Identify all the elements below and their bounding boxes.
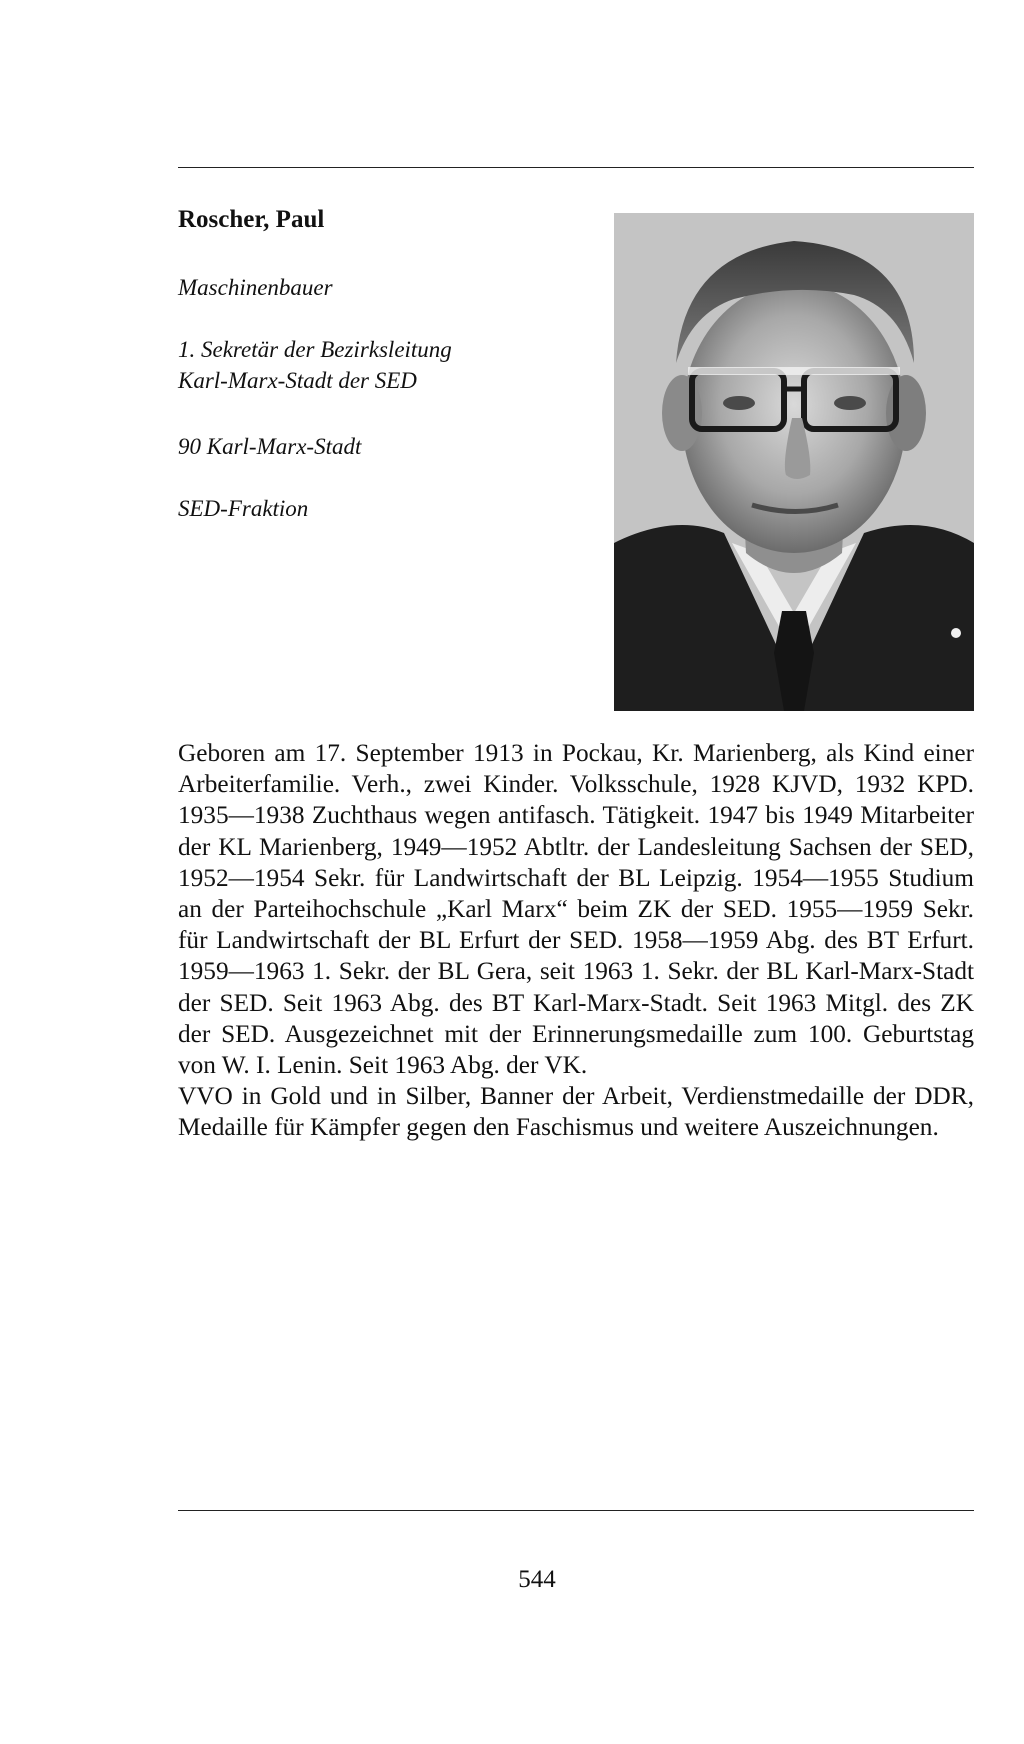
person-name: Roscher, Paul [178, 206, 325, 233]
biography-paragraph-1: Geboren am 17. September 1913 in Pockau, Kr. Marienberg, als Kind einer Arbeiterfamilie. Verh., zwei Kinder. Volksschule, 1928 KJVD, 1932 KPD. 1935—1938 Zuchthaus wegen antifasch. Tätigkeit. 1947 bis 1949 Mitarbeiter der KL Marienberg, 1949—1952 Abtltr. der Landesleitung Sachsen der SED, 1952—1954 Sekr. für Landwirtschaft der BL Leipzig. 1954—1955 Studium an der Parteihochschule „Karl Marx“ beim ZK der SED. 1955—1959 Sekr. für Landwirtschaft der BL Erfurt der SED. 1958—1959 Abg. des BT Erfurt. 1959—1963 1. Sekr. der BL Gera, seit 1963 1. Sekr. der BL Karl-Marx-Stadt der SED. Seit 1963 Abg. des BT Karl-Marx-Stadt. Seit 1963 Mitgl. des ZK der SED. Ausgezeichnet mit der Erinnerungsmedaille zum 100. Geburtstag von W. I. Lenin. Seit 1963 Abg. der VK. [178, 739, 974, 1080]
portrait-photo [614, 213, 974, 711]
page-number: 544 [518, 1566, 556, 1593]
parliamentary-fraction: SED-Fraktion [178, 496, 309, 521]
bottom-rule [178, 1510, 974, 1511]
address: 90 Karl-Marx-Stadt [178, 434, 362, 459]
biography-paragraph-2: VVO in Gold und in Silber, Banner der Arbeit, Verdienstmedaille der DDR, Medaille für Kämpfer gegen den Faschismus und weitere Auszeichnungen. [178, 1082, 974, 1142]
position: 1. Sekretär der Bezirksleitung Karl-Marx-Stadt der SED [178, 337, 452, 393]
entry-header [178, 205, 598, 521]
portrait-photo-icon [614, 213, 974, 711]
top-rule [178, 167, 974, 168]
biography [178, 738, 974, 1144]
occupation: Maschinenbauer [178, 275, 333, 300]
